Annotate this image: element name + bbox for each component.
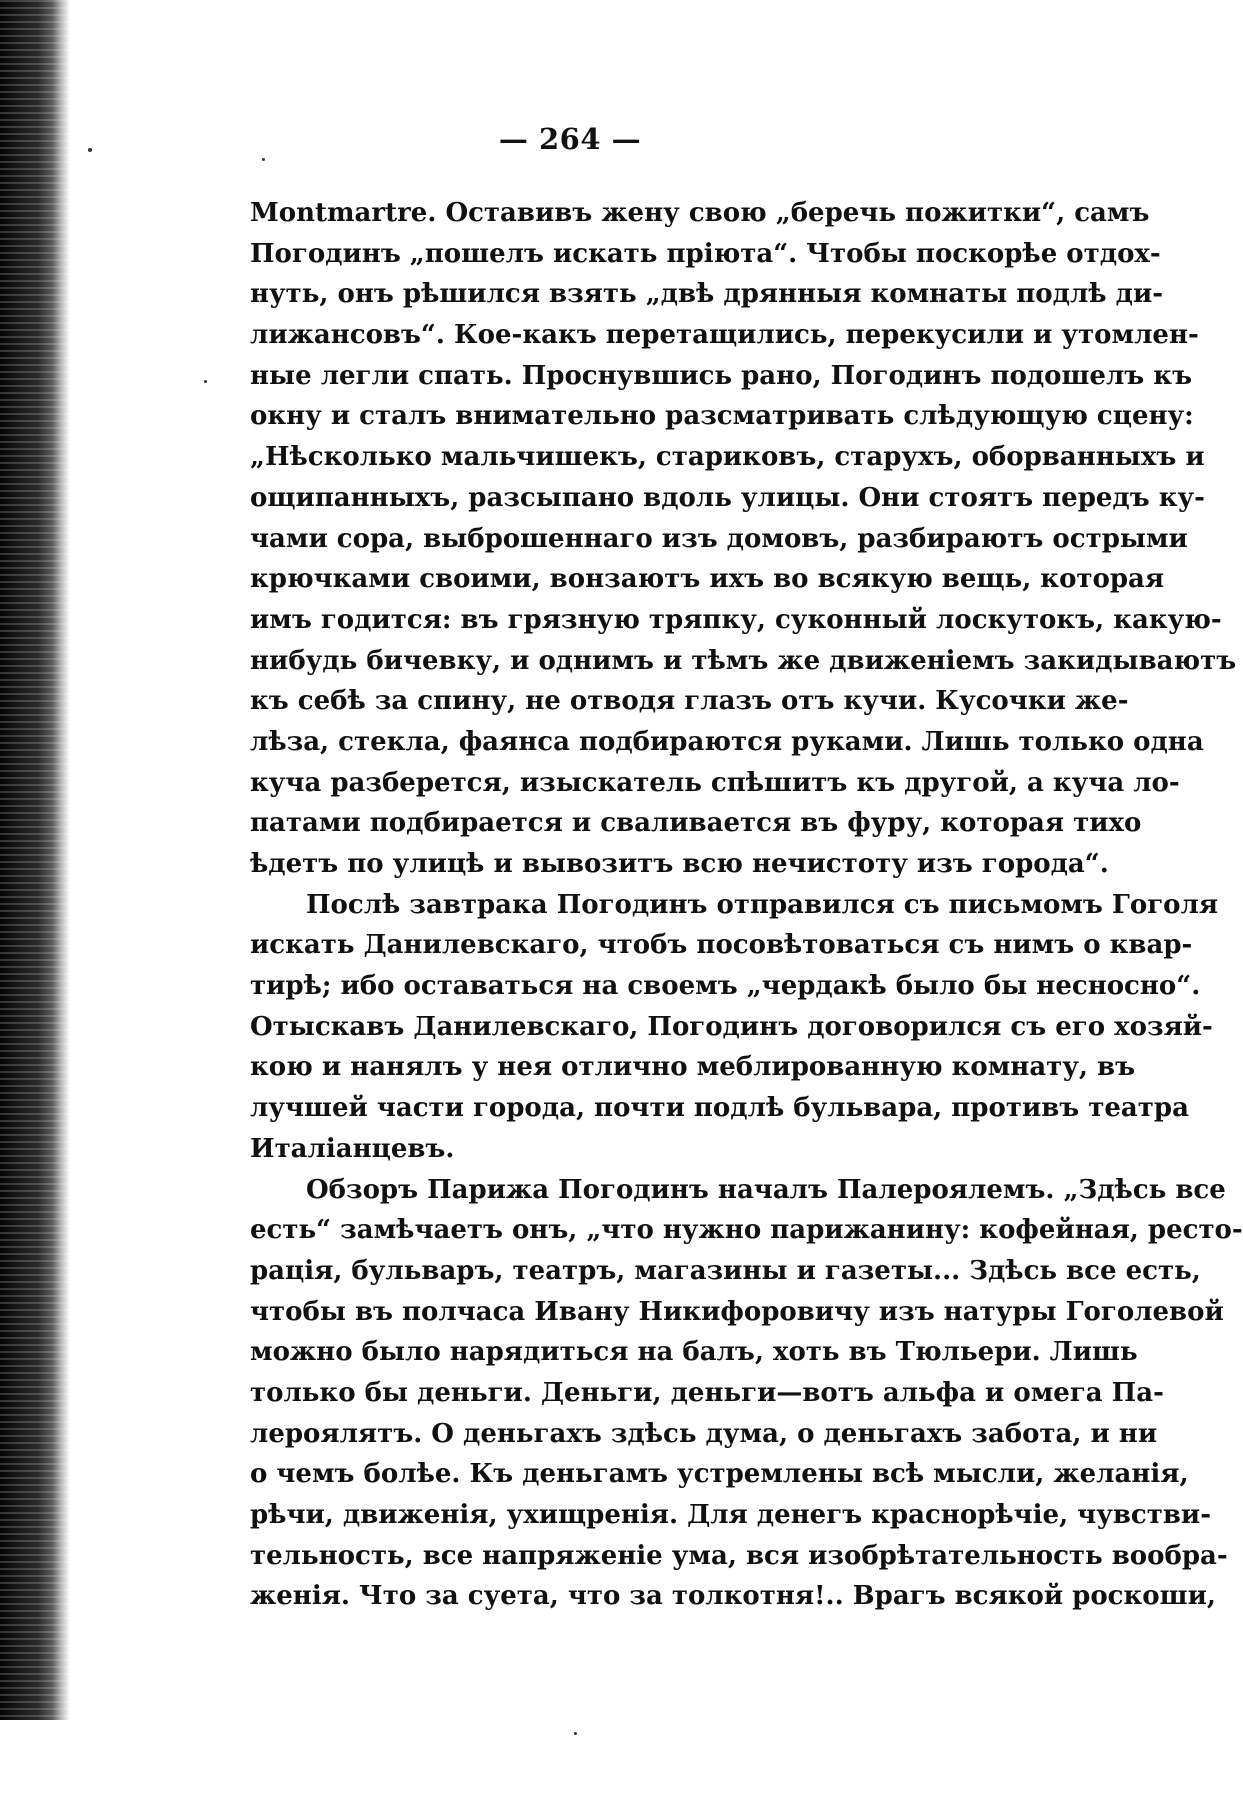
text-line: Послѣ завтрака Погодинъ отправился съ письмомъ Гоголя (306, 889, 1219, 920)
text-line: рѣчи, движенія, ухищренія. Для денегъ краснорѣчіе, чувстви- (250, 1500, 1211, 1530)
page-body-text (250, 193, 1243, 1617)
text-line: лучшей части города, почти подлѣ бульвара, противъ театра (250, 1093, 1189, 1124)
text-line: женія. Что за суета, что за толкотня!.. Врагъ всякой роскоши, (250, 1581, 1216, 1612)
text-line: рація, бульваръ, театръ, магазины и газеты... Здѣсь все есть, (250, 1255, 1201, 1286)
text-line: кою и нанялъ у нея отлично меблированную комнату, въ (250, 1052, 1136, 1083)
text-line: Montmartre. Оставивъ жену свою „беречь пожитки“, самъ (250, 198, 1150, 228)
text-line: только бы деньги. Деньги, деньги—вотъ альфа и омега Па- (250, 1377, 1164, 1408)
paragraph-3 (250, 1170, 1243, 1618)
text-line: куча разберется, изыскатель спѣшитъ къ другой, а куча ло- (250, 767, 1180, 798)
paragraph-1 (250, 193, 1237, 885)
text-line: лѣза, стекла, фаянса подбираются руками. Лишь только одна (250, 726, 1204, 757)
text-line: лижансовъ“. Кое-какъ перетащились, перекусили и утомлен- (250, 320, 1199, 351)
text-line: къ себѣ за спину, не отводя глазъ отъ кучи. Кусочки же- (250, 686, 1129, 717)
text-line: ощипанныхъ, разсыпано вдоль улицы. Они стоятъ передъ ку- (250, 482, 1205, 513)
text-line: есть“ замѣчаетъ онъ, „что нужно парижанину: кофейная, ресто- (250, 1215, 1243, 1246)
text-line: „Нѣсколько мальчишекъ, стариковъ, старухъ, оборванныхъ и (250, 442, 1205, 473)
book-binding-edge (0, 0, 70, 1720)
scan-speck (262, 158, 265, 161)
scan-speck (204, 380, 207, 383)
text-line: тельность, все напряженіе ума, вся изобрѣтательность вообра- (250, 1540, 1228, 1571)
page-number: — 264 — (498, 122, 642, 156)
paragraph-2 (250, 885, 1219, 1170)
text-line: имъ годится: въ грязную тряпку, суконный лоскутокъ, какую- (250, 604, 1222, 635)
text-line: окну и сталъ внимательно разсматривать слѣдующую сцену: (250, 401, 1194, 432)
text-line: нуть, онъ рѣшился взять „двѣ дрянныя комнаты подлѣ ди- (250, 279, 1164, 310)
text-line: тирѣ; ибо оставаться на своемъ „чердакѣ было бы несносно“. (250, 971, 1201, 1002)
text-line: можно было нарядиться на балъ, хоть въ Тюльери. Лишь (250, 1337, 1138, 1368)
text-line: лероялятъ. О деньгахъ здѣсь дума, о деньгахъ забота, и ни (250, 1418, 1158, 1449)
text-line: крючками своими, вонзаютъ ихъ во всякую вещь, которая (250, 564, 1165, 595)
text-line: ѣдетъ по улицѣ и вывозитъ всю нечистоту изъ города“. (250, 849, 1109, 879)
text-line: ные легли спать. Проснувшись рано, Погодинъ подошелъ къ (250, 360, 1193, 391)
text-line: чами сора, выброшеннаго изъ домовъ, разбираютъ острыми (250, 523, 1188, 554)
text-line: Италіанцевъ. (250, 1133, 455, 1164)
text-line: искать Данилевскаго, чтобъ посовѣтоваться съ нимъ о квар- (250, 930, 1193, 961)
text-line: чтобы въ полчаса Ивану Никифоровичу изъ натуры Гоголевой (250, 1296, 1224, 1327)
text-line: нибудь бичевку, и однимъ и тѣмъ же движеніемъ закидываютъ (250, 645, 1237, 676)
scan-speck (574, 1732, 577, 1735)
text-line: Отыскавъ Данилевскаго, Погодинъ договорился съ его хозяй- (250, 1011, 1213, 1042)
text-line: Обзоръ Парижа Погодинъ началъ Палероялемъ. „Здѣсь все (306, 1174, 1226, 1205)
text-line: Погодинъ „пошелъ искать пріюта“. Чтобы поскорѣе отдох- (250, 238, 1161, 269)
text-line: о чемъ болѣе. Къ деньгамъ устремлены всѣ мысли, желанія, (250, 1459, 1189, 1490)
text-line: патами подбирается и сваливается въ фуру, которая тихо (250, 808, 1142, 839)
